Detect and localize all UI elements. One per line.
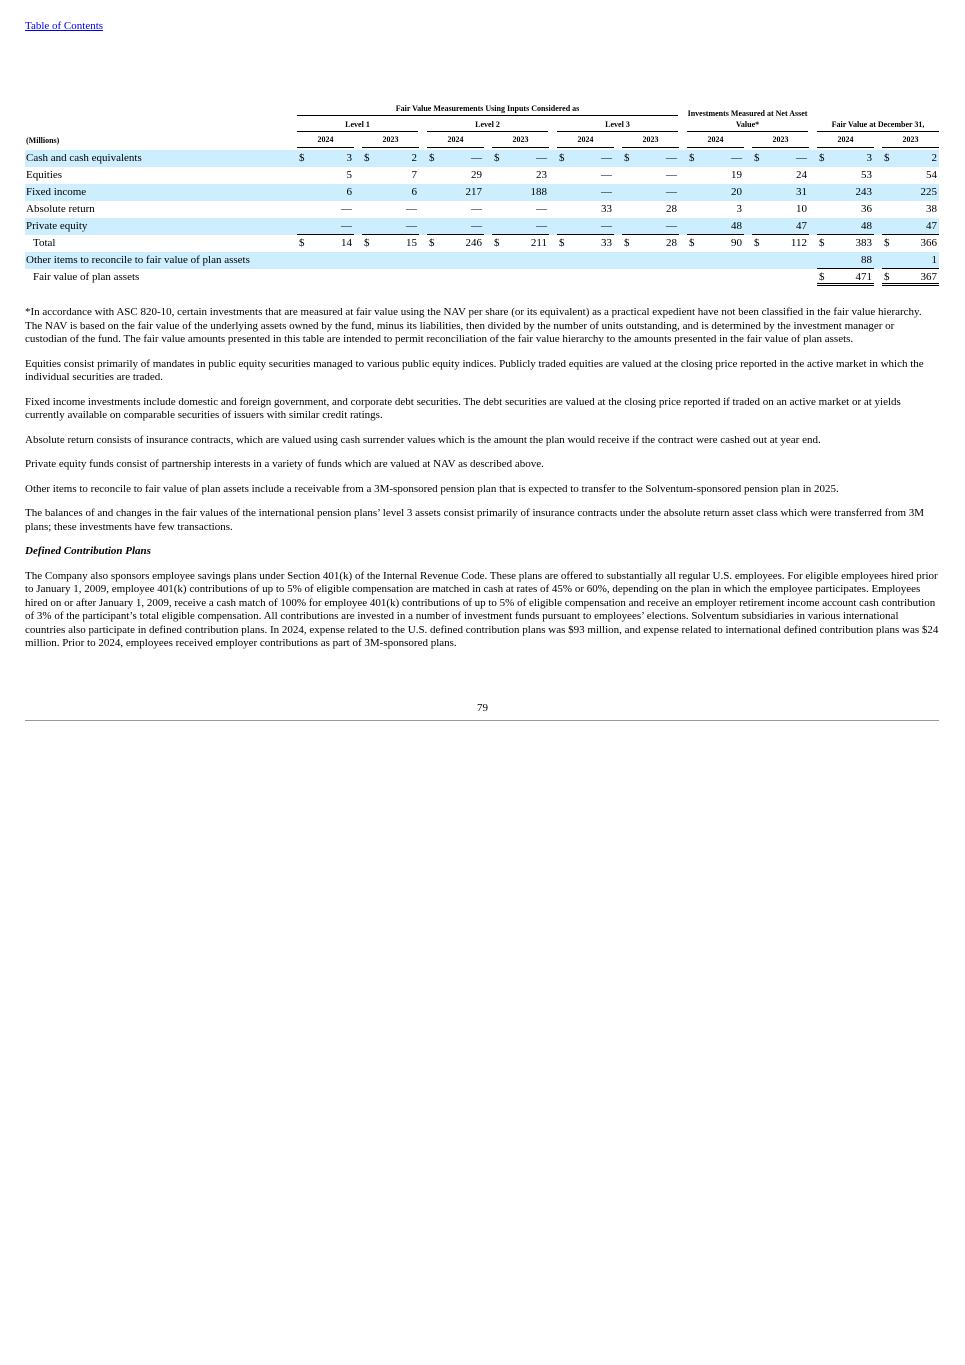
table-cell — [817, 169, 874, 184]
fixed-income-note: Fixed income investments include domestic and foreign government, and corporate debt securities. The debt securities are valued at the closing price reported if traded on an active market or at yields currently available on comparable securities of issuers with similar credit ratings. — [25, 395, 901, 421]
row-label: Fair value of plan assets — [33, 271, 140, 283]
level3-note: The balances of and changes in the fair values of the international pension plans’ level 3 assets consist primarily of insurance contracts under the absolute return asset class which were transferred from 3M plans; these investments have few transactions. — [25, 507, 925, 533]
table-row — [25, 235, 939, 252]
currency-symbol: $ — [364, 237, 370, 249]
table-cell — [882, 203, 939, 218]
year-header: 2023 — [622, 135, 679, 148]
table-cell — [362, 169, 419, 184]
level3-header: Level 3 — [557, 120, 678, 132]
table-cell — [687, 152, 744, 167]
cell-value: 23 — [536, 169, 547, 181]
table-cell — [427, 237, 484, 252]
table-cell — [297, 152, 354, 167]
table-row — [25, 252, 939, 269]
currency-symbol: $ — [494, 152, 500, 164]
table-cell — [362, 237, 419, 252]
cell-value: 6 — [411, 186, 417, 198]
currency-symbol: $ — [299, 237, 305, 249]
cell-value: 20 — [731, 186, 742, 198]
cell-value: 47 — [796, 220, 807, 232]
table-cell — [492, 220, 549, 235]
table-cell — [297, 186, 354, 201]
table-cell — [557, 169, 614, 184]
table-cell — [362, 220, 419, 235]
cell-value: 36 — [861, 203, 872, 215]
table-cell — [752, 169, 809, 184]
currency-symbol: $ — [884, 152, 890, 164]
table-cell — [817, 271, 874, 286]
cell-value: — — [406, 203, 417, 215]
cell-value: 47 — [926, 220, 937, 232]
other-items-note: Other items to reconcile to fair value of plan assets include a receivable from a 3M-sponsored pension plan that is expected to transfer to the Solventum-sponsored pension plan in 2025. — [25, 482, 839, 495]
cell-value: 28 — [666, 203, 677, 215]
cell-value: 1 — [931, 254, 937, 266]
cell-value: 3 — [736, 203, 742, 215]
currency-symbol: $ — [819, 271, 825, 283]
fair-value-header: Fair Value at December 31, — [817, 120, 939, 132]
year-header: 2024 — [427, 135, 484, 148]
table-cell — [622, 203, 679, 218]
row-label: Private equity — [26, 220, 88, 232]
cell-value: 48 — [861, 220, 872, 232]
row-label: Absolute return — [26, 203, 95, 215]
cell-value: — — [536, 203, 547, 215]
cell-value: — — [601, 220, 612, 232]
table-cell — [557, 220, 614, 235]
year-header: 2023 — [492, 135, 549, 148]
cell-value: — — [471, 220, 482, 232]
page-divider — [25, 720, 939, 721]
cell-value: — — [471, 152, 482, 164]
table-cell — [817, 152, 874, 167]
cell-value: 15 — [406, 237, 417, 249]
cell-value: — — [666, 186, 677, 198]
cell-value: 48 — [731, 220, 742, 232]
table-cell — [427, 186, 484, 201]
table-cell — [362, 186, 419, 201]
cell-value: 383 — [855, 237, 872, 249]
absolute-return-note: Absolute return consists of insurance contracts, which are valued using cash surrender values which is the amount the plan would receive if the contract were cashed out at year end. — [25, 433, 821, 446]
table-cell — [297, 203, 354, 218]
currency-symbol: $ — [429, 152, 435, 164]
currency-symbol: $ — [819, 237, 825, 249]
cell-value: 14 — [341, 237, 352, 249]
row-label: Fixed income — [26, 186, 87, 198]
cell-value: — — [731, 152, 742, 164]
cell-value: — — [341, 203, 352, 215]
table-cell — [622, 152, 679, 167]
cell-value: — — [406, 220, 417, 232]
cell-value: 225 — [920, 186, 937, 198]
currency-symbol: $ — [689, 152, 695, 164]
table-row — [25, 167, 939, 184]
cell-value: 5 — [346, 169, 352, 181]
level2-header: Level 2 — [427, 120, 548, 132]
cell-value: — — [536, 220, 547, 232]
row-label: Total — [33, 237, 56, 249]
table-header — [25, 104, 939, 150]
year-header: 2024 — [557, 135, 614, 148]
cell-value: 112 — [790, 237, 807, 249]
table-cell — [687, 169, 744, 184]
cell-value: 29 — [471, 169, 482, 181]
table-cell — [297, 237, 354, 252]
cell-value: 24 — [796, 169, 807, 181]
table-cell — [882, 152, 939, 167]
table-cell — [817, 203, 874, 218]
year-header: 2024 — [687, 135, 744, 148]
fair-value-table — [25, 104, 939, 286]
cell-value: 28 — [666, 237, 677, 249]
group-header: Fair Value Measurements Using Inputs Considered as — [297, 104, 678, 116]
nav-footnote: *In accordance with ASC 820-10, certain investments that are measured at fair value using the NAV per share (or its equivalent) as a practical expedient have not been classified in the fair value hierarchy. The NAV is based on the fair value of the underlying assets owned by the fund, minus its liabilities, then divided by the number of units outstanding, and is determined by the investment manager or custodian of the fund. The fair value amounts presented in this table are intended to permit reconciliation of the fair value hierarchy to the amounts presented in the fair value of plan assets. — [25, 306, 922, 345]
cell-value: 3 — [866, 152, 872, 164]
table-cell — [752, 237, 809, 252]
table-cell — [557, 237, 614, 252]
year-header-row — [25, 135, 939, 148]
page-number: 79 — [477, 702, 488, 714]
cell-value: — — [341, 220, 352, 232]
units-label: (Millions) — [26, 136, 60, 145]
level1-header: Level 1 — [297, 120, 418, 132]
cell-value: 33 — [601, 237, 612, 249]
equities-note: Equities consist primarily of mandates in public equity securities managed to various public equity indices. Publicly traded equities are valued at the closing price reported in the active market in which the individual securities are traded. — [25, 357, 924, 383]
table-cell — [882, 254, 939, 269]
currency-symbol: $ — [429, 237, 435, 249]
cell-value: — — [601, 152, 612, 164]
year-header: 2024 — [297, 135, 354, 148]
table-cell — [687, 203, 744, 218]
table-cell — [427, 220, 484, 235]
table-row — [25, 218, 939, 235]
cell-value: 366 — [920, 237, 937, 249]
defined-contribution-note: The Company also sponsors employee savings plans under Section 401(k) of the Internal Revenue Code. These plans are offered to substantially all regular U.S. employees. For eligible employees hired prior to January 1, 2009, employee 401(k) contributions of up to 5% of eligible compensation are matched in cash at rates of 45% or 60%, depending on the plan in which the employee participates. Employees hired on or after January 1, 2009, receive a cash match of 100% for employee 401(k) contributions of up to 5% of eligible compensation and receive an employer retirement income account cash contribution of 3% of the participant’s total eligible compensation. All contributions are invested in a number of investment funds pursuant to employees’ elections. Solventum subsidiaries in various international countries also participate in defined contribution plans. In 2024, expense related to the U.S. defined contribution plans was $93 million, and expense related to international defined contribution plans was $24 million. Prior to 2024, employees received employer contributions as part of 3M-sponsored plans. — [25, 569, 939, 649]
cell-value: 53 — [861, 169, 872, 181]
cell-value: 38 — [926, 203, 937, 215]
table-cell — [427, 169, 484, 184]
table-body — [25, 150, 939, 286]
table-cell — [882, 186, 939, 201]
table-cell — [492, 203, 549, 218]
table-cell — [882, 271, 939, 286]
table-cell — [622, 220, 679, 235]
year-header: 2023 — [362, 135, 419, 148]
cell-value: 3 — [346, 152, 352, 164]
currency-symbol: $ — [299, 152, 305, 164]
table-cell — [687, 237, 744, 252]
table-cell — [882, 169, 939, 184]
row-label: Other items to reconcile to fair value of plan assets — [26, 254, 250, 266]
cell-value: 211 — [530, 237, 547, 249]
section-heading: Defined Contribution Plans — [25, 545, 151, 557]
cell-value: 243 — [855, 186, 872, 198]
table-cell — [817, 254, 874, 269]
notes-section — [25, 306, 939, 662]
table-cell — [557, 203, 614, 218]
table-cell — [687, 220, 744, 235]
table-row — [25, 150, 939, 167]
cell-value: 19 — [731, 169, 742, 181]
currency-symbol: $ — [754, 237, 760, 249]
cell-value: 246 — [465, 237, 482, 249]
currency-symbol: $ — [754, 152, 760, 164]
table-cell — [362, 203, 419, 218]
year-header: 2023 — [882, 135, 939, 148]
table-cell — [882, 237, 939, 252]
table-row — [25, 184, 939, 201]
table-cell — [622, 186, 679, 201]
cell-value: 6 — [346, 186, 352, 198]
cell-value: — — [601, 186, 612, 198]
cell-value: 31 — [796, 186, 807, 198]
cell-value: — — [666, 169, 677, 181]
table-cell — [492, 237, 549, 252]
currency-symbol: $ — [884, 271, 890, 283]
table-row — [25, 269, 939, 286]
table-cell — [492, 169, 549, 184]
cell-value: 188 — [530, 186, 547, 198]
table-cell — [817, 186, 874, 201]
private-equity-note: Private equity funds consist of partnership interests in a variety of funds which are valued at NAV as described above. — [25, 458, 544, 470]
cell-value: 88 — [861, 254, 872, 266]
table-cell — [817, 220, 874, 235]
cell-value: — — [536, 152, 547, 164]
currency-symbol: $ — [819, 152, 825, 164]
cell-value: 7 — [411, 169, 417, 181]
table-cell — [492, 186, 549, 201]
currency-symbol: $ — [624, 237, 630, 249]
currency-symbol: $ — [689, 237, 695, 249]
cell-value: — — [471, 203, 482, 215]
table-cell — [687, 186, 744, 201]
currency-symbol: $ — [624, 152, 630, 164]
table-cell — [817, 237, 874, 252]
table-cell — [362, 152, 419, 167]
currency-symbol: $ — [884, 237, 890, 249]
cell-value: 33 — [601, 203, 612, 215]
table-cell — [297, 169, 354, 184]
table-cell — [752, 152, 809, 167]
cell-value: — — [796, 152, 807, 164]
table-cell — [427, 203, 484, 218]
cell-value: 54 — [926, 169, 937, 181]
year-header: 2023 — [752, 135, 809, 148]
nav-header: Investments Measured at Net Asset Value* — [687, 108, 808, 132]
cell-value: 2 — [411, 152, 417, 164]
cell-value: 10 — [796, 203, 807, 215]
table-row — [25, 201, 939, 218]
year-header: 2024 — [817, 135, 874, 148]
row-label: Cash and cash equivalents — [26, 152, 142, 164]
table-of-contents-link[interactable]: Table of Contents — [25, 20, 104, 32]
table-cell — [492, 152, 549, 167]
table-cell — [557, 186, 614, 201]
table-cell — [752, 203, 809, 218]
table-cell — [557, 152, 614, 167]
currency-symbol: $ — [559, 152, 565, 164]
table-cell — [752, 186, 809, 201]
table-cell — [752, 220, 809, 235]
cell-value: 217 — [465, 186, 482, 198]
table-cell — [297, 220, 354, 235]
table-cell — [427, 152, 484, 167]
cell-value: 471 — [855, 271, 872, 283]
cell-value: — — [666, 152, 677, 164]
currency-symbol: $ — [364, 152, 370, 164]
table-cell — [622, 237, 679, 252]
cell-value: 90 — [731, 237, 742, 249]
cell-value: 2 — [931, 152, 937, 164]
cell-value: — — [666, 220, 677, 232]
cell-value: — — [601, 169, 612, 181]
currency-symbol: $ — [494, 237, 500, 249]
row-label: Equities — [26, 169, 63, 181]
table-cell — [622, 169, 679, 184]
cell-value: 367 — [920, 271, 937, 283]
currency-symbol: $ — [559, 237, 565, 249]
table-cell — [882, 220, 939, 235]
